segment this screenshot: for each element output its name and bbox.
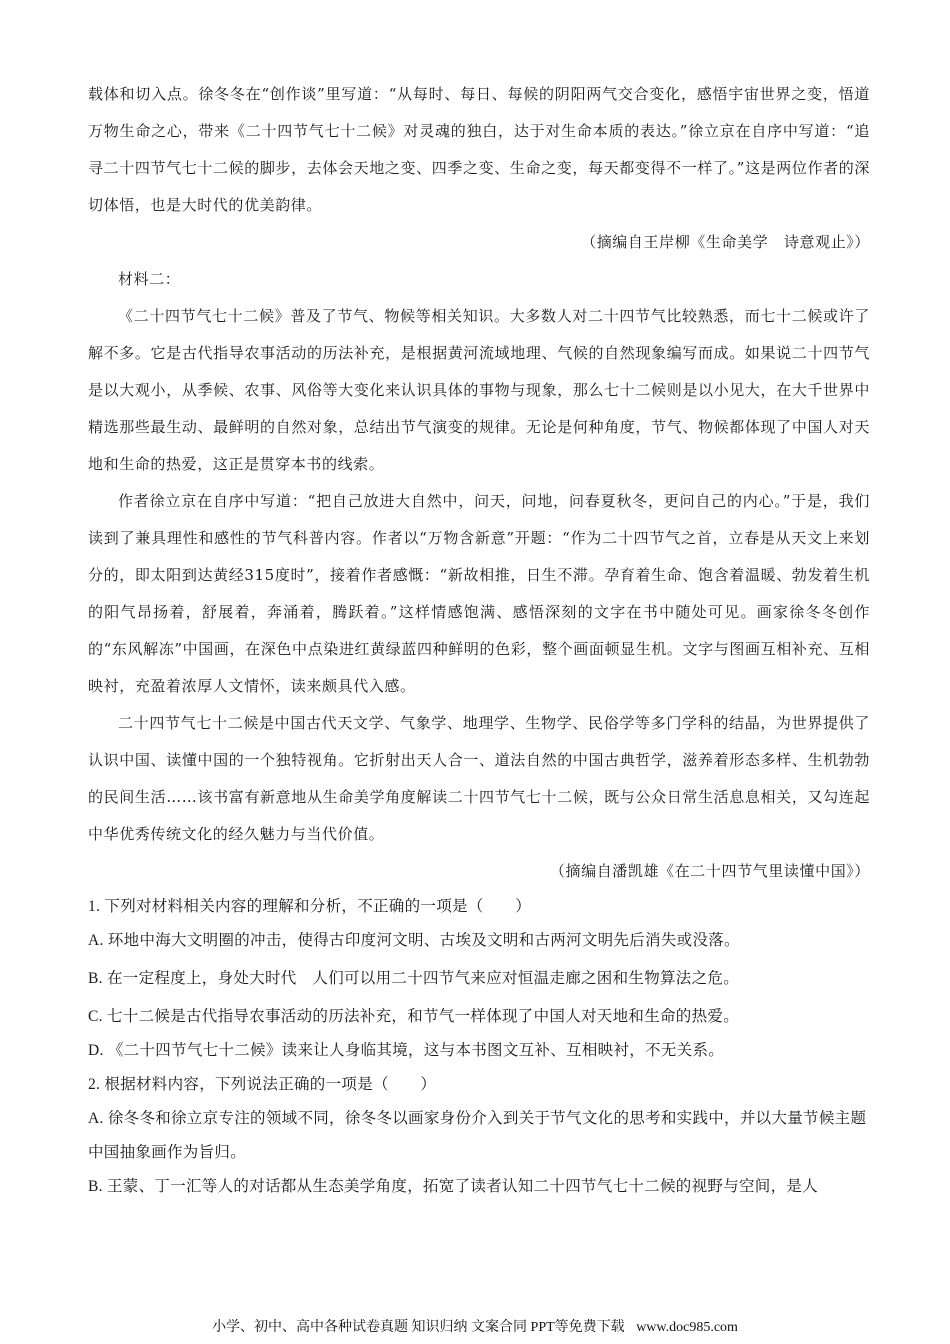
footer-url[interactable]: www.doc985.com — [636, 1320, 738, 1335]
question-2-option-b: B. 王蒙、丁一汇等人的对话都从生态美学角度，拓宽了读者认知二十四节气七十二候的视野与空间，是人 — [88, 1178, 818, 1195]
material2-heading: 材料二： — [118, 270, 181, 288]
question-1-stem: 1. 下列对材料相关内容的理解和分析，不正确的一项是（ ） — [88, 898, 532, 915]
paragraph-material2-2: 作者徐立京在自序中写道：“把自己放进大自然中，问天，问地，问春夏秋冬，更问自己的内心。”于是，我们读到了兼具理性和感性的节气科普内容。作者以“万物含新意”开题：“作为二十四节气之首，立春是从天文上来划分的，即太阳到达黄经315度时”，接着作者感慨：“新故相推，日生不滞。孕育着生命、饱含着温暖、勃发着生机的阳气昂扬着，舒展着，奔涌着，腾跃着。”这样情感饱满、感悟深刻的文字在书中随处可见。画家徐冬冬创作的“东风解冻”中国画，在深色中点染进红黄绿蓝四种鲜明的色彩，整个画面顿显生机。文字与图画互相补充、互相映衬，充盈着浓厚人文情怀，读来颇具代入感。 — [88, 492, 870, 695]
source-citation-1: （摘编自王岸柳《生命美学 诗意观止》） — [581, 233, 870, 251]
question-2-stem: 2. 根据材料内容，下列说法正确的一项是（ ） — [88, 1076, 437, 1093]
question-1-option-a: A. 环地中海大文明圈的冲击，使得古印度河文明、古埃及文明和古两河文明先后消失或没落。 — [88, 932, 740, 949]
question-2-option-a: A. 徐冬冬和徐立京专注的领域不同，徐冬冬以画家身份介入到关于节气文化的思考和实践中，并以大量节候主题中国抽象画作为旨归。 — [88, 1110, 867, 1161]
footer-text: 小学、初中、高中各种试卷真题 知识归纳 文案合同 PPT等免费下载 — [212, 1320, 625, 1335]
page-footer — [0, 1316, 950, 1336]
question-1-option-b: B. 在一定程度上，身处大时代 人们可以用二十四节气来应对恒温走廊之困和生物算法之危。 — [88, 970, 739, 987]
paragraph-material2-1: 《二十四节气七十二候》普及了节气、物候等相关知识。大多数人对二十四节气比较熟悉，而七十二候或许了解不多。它是古代指导农事活动的历法补充，是根据黄河流域地理、气候的自然现象编写而成。如果说二十四节气是以大观小，从季候、农事、风俗等大变化来认识具体的事物与现象，那么七十二候则是以小见大，在大千世界中精选那些最生动、最鲜明的自然对象，总结出节气演变的规律。无论是何种角度，节气、物候都体现了中国人对天地和生命的热爱，这正是贯穿本书的线索。 — [88, 307, 870, 473]
paragraph-material2-3: 二十四节气七十二候是中国古代天文学、气象学、地理学、生物学、民俗学等多门学科的结晶，为世界提供了认识中国、读懂中国的一个独特视角。它折射出天人合一、道法自然的中国古典哲学，滋养着形态多样、生机勃勃的民间生活……该书富有新意地从生命美学角度解读二十四节气七十二候，既与公众日常生活息息相关，又勾连起中华优秀传统文化的经久魅力与当代价值。 — [88, 714, 870, 843]
document-body — [88, 76, 870, 1204]
question-1-option-d: D. 《二十四节气七十二候》读来让人身临其境，这与本书图文互补、互相映衬，不无关系。 — [88, 1042, 725, 1059]
question-1-option-c: C. 七十二候是古代指导农事活动的历法补充，和节气一样体现了中国人对天地和生命的热爱。 — [88, 1008, 739, 1025]
paragraph-material1-end: 载体和切入点。徐冬冬在“创作谈”里写道：“从每时、每日、每候的阴阳两气交合变化，感悟宇宙世界之变，悟道万物生命之心，带来《二十四节气七十二候》对灵魂的独白，达于对生命本质的表达。”徐立京在自序中写道：“追寻二十四节气七十二候的脚步，去体会天地之变、四季之变、生命之变，每天都变得不一样了。”这是两位作者的深切体悟，也是大时代的优美韵律。 — [88, 85, 870, 214]
source-citation-2: （摘编自潘凯雄《在二十四节气里读懂中国》） — [549, 862, 870, 880]
